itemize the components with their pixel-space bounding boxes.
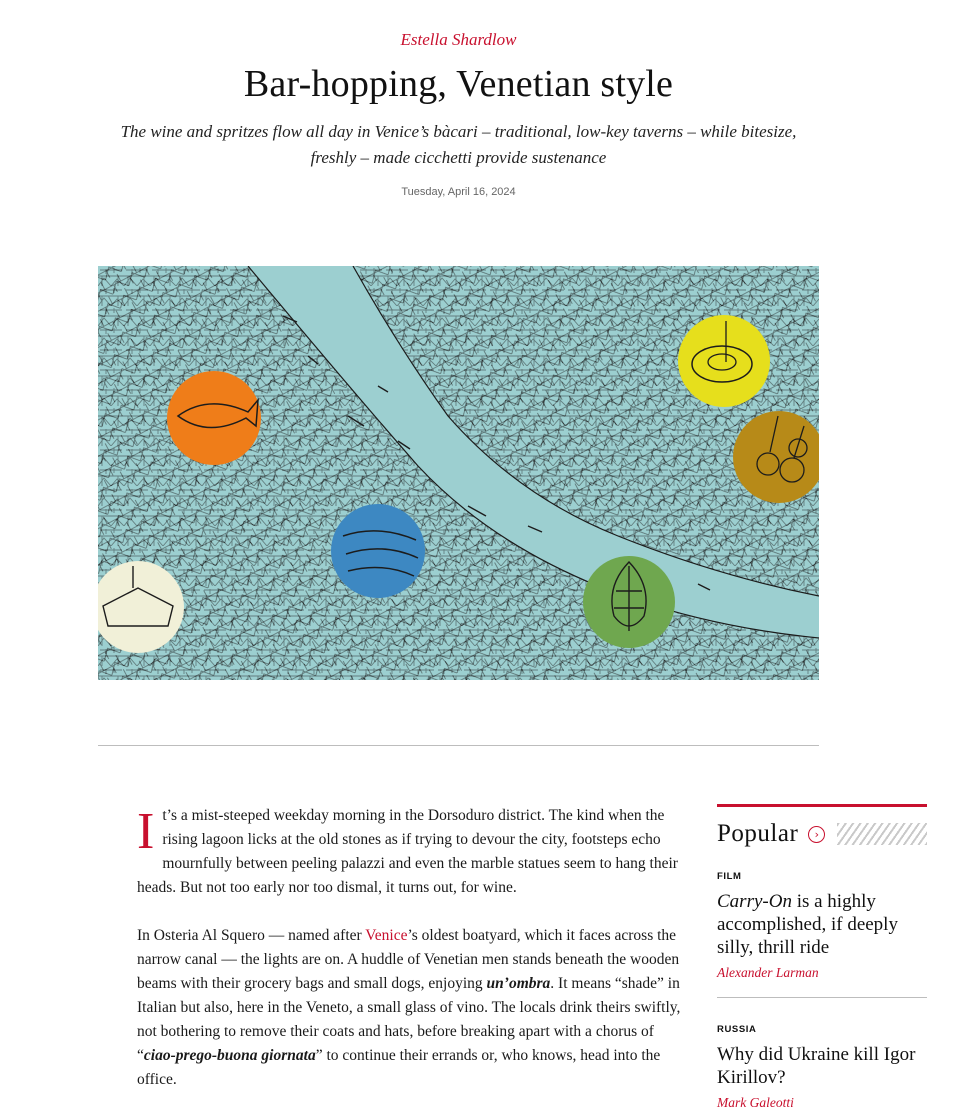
story-kicker[interactable]: RUSSIA: [717, 1024, 757, 1035]
drop-cap: I: [137, 803, 155, 860]
publish-date: Tuesday, April 16, 2024: [401, 186, 516, 198]
author-name[interactable]: Estella Shardlow: [400, 30, 517, 49]
sardines-icon: [331, 504, 425, 598]
article-body: [137, 804, 683, 1116]
page-title: Bar-hopping, Venetian style: [243, 63, 674, 105]
hatch-decoration: [837, 823, 927, 845]
story-byline[interactable]: Alexander Larman: [717, 965, 819, 980]
hero-illustration: [98, 266, 819, 680]
popular-sidebar: [717, 804, 927, 1116]
story-title[interactable]: Carry-On is a highly accomplished, if deeply silly, thrill ride: [717, 891, 898, 958]
sidebar-top-rule: [717, 804, 927, 807]
venice-link[interactable]: Venice: [365, 927, 408, 944]
divider: [98, 745, 819, 746]
paragraph-1: It’s a mist-steeped weekday morning in the Dorsoduro district. The kind when the rising lagoon licks at the old stones as if trying to devour the city, footsteps echo mournfully between peeling palazzi and even the marble statues seem to hang their heads. But not too early nor too dismal, it turns out, for wine.: [137, 803, 678, 896]
story-byline[interactable]: Mark Galeotti: [717, 1095, 794, 1110]
chevron-right-icon[interactable]: ›: [808, 826, 825, 843]
popular-story[interactable]: [717, 871, 927, 998]
popular-story[interactable]: [717, 1024, 927, 1116]
standfirst: The wine and spritzes flow all day in Venice’s bàcari – traditional, low-key taverns – while bitesize, freshly – made cicchetti provide sustenance: [120, 122, 797, 167]
paragraph-2: In Osteria Al Squero — named after Venice’s oldest boatyard, which it faces across the narrow canal — the lights are on. A huddle of Venetian men stands beneath the wooden beams with their grocery bags and small dogs, enjoying un’ombra. It means “shade” in Italian but also, here in the Veneto, a small glass of vino. The locals drink theirs swiftly, not bothering to remove their coats and hats, before breaking apart with a chorus of “ciao-prego-buona giornata” to continue their errands or, who knows, head into the office.: [137, 927, 681, 1088]
story-title[interactable]: Why did Ukraine kill Igor Kirillov?: [717, 1044, 916, 1088]
story-kicker[interactable]: FILM: [717, 871, 742, 882]
popular-title: Popular: [717, 820, 799, 847]
popular-header: [717, 819, 927, 849]
